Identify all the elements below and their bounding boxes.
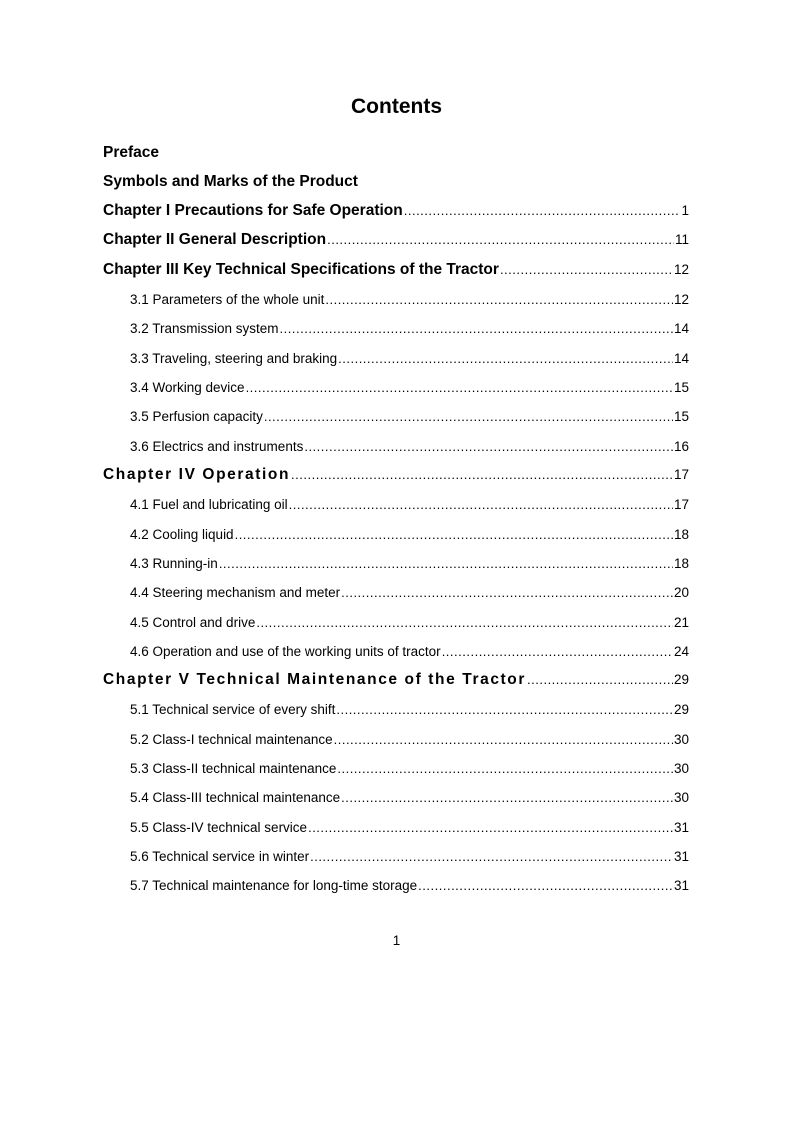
toc-entry-label: 3.2 Transmission system: [130, 321, 279, 336]
toc-entry-label: 5.4 Class-III technical maintenance: [130, 790, 341, 805]
toc-entry-label: 5.2 Class-I technical maintenance: [130, 732, 333, 747]
toc-entry-3-2[interactable]: [130, 320, 689, 338]
toc-entry-3-1[interactable]: [130, 291, 689, 309]
toc-entry-5-4[interactable]: [130, 789, 689, 807]
dot-leader: [338, 350, 673, 368]
dot-leader: [336, 701, 673, 719]
toc-entry-4-2[interactable]: [130, 526, 689, 544]
dot-leader: [325, 291, 673, 309]
toc-entry-label: 3.5 Perfusion capacity: [130, 409, 263, 424]
toc-entry-page: 29: [673, 672, 689, 687]
toc-entry-3-4[interactable]: [130, 379, 689, 397]
toc-entry-chapter-5[interactable]: [103, 670, 689, 690]
toc-entry-3-6[interactable]: [130, 438, 689, 456]
dot-leader: [327, 230, 674, 250]
toc-entry-label: 4.5 Control and drive: [130, 615, 256, 630]
dot-leader: [334, 731, 673, 749]
toc-entry-page: 16: [673, 439, 689, 454]
dot-leader: [219, 555, 673, 573]
toc-entry-chapter-3[interactable]: [103, 260, 689, 280]
toc-entry-label: Chapter III Key Technical Specifications of the Tractor: [103, 261, 499, 278]
toc-entry-page: 24: [673, 644, 689, 659]
dot-leader: [442, 643, 673, 661]
dot-leader: [304, 438, 673, 456]
toc-entry-label: 3.4 Working device: [130, 380, 245, 395]
toc-entry-5-1[interactable]: [130, 701, 689, 719]
page-title: Contents: [351, 95, 442, 118]
toc-entry-page: 12: [673, 262, 689, 277]
toc-entry-5-2[interactable]: [130, 731, 689, 749]
toc-entry-5-6[interactable]: [130, 848, 689, 866]
toc-entry-label: 5.6 Technical service in winter: [130, 849, 310, 864]
toc-entry-4-4[interactable]: [130, 584, 689, 602]
toc-entry-4-6[interactable]: [130, 643, 689, 661]
toc-entry-label: 5.7 Technical maintenance for long-time storage: [130, 878, 418, 893]
toc-entry-4-5[interactable]: [130, 614, 689, 632]
dot-leader: [418, 877, 673, 895]
toc-entry-3-5[interactable]: [130, 408, 689, 426]
dot-leader: [500, 260, 673, 280]
toc-entry-5-3[interactable]: [130, 760, 689, 778]
toc-entry-label: Chapter II General Description: [103, 231, 327, 248]
dot-leader: [235, 526, 673, 544]
dot-leader: [289, 496, 673, 514]
toc-entry-label: 4.4 Steering mechanism and meter: [130, 585, 341, 600]
toc-entry-page: 18: [673, 556, 689, 571]
dot-leader: [527, 670, 673, 690]
dot-leader: [310, 848, 673, 866]
toc-entry-page: 17: [673, 467, 689, 482]
toc-entry-page: 15: [673, 409, 689, 424]
toc-entry-4-1[interactable]: [130, 496, 689, 514]
toc-entry-page: 21: [673, 615, 689, 630]
toc-entry-label: Chapter I Precautions for Safe Operation: [103, 202, 403, 219]
toc-entry-page: 31: [673, 849, 689, 864]
toc-entry-label: 3.3 Traveling, steering and braking: [130, 351, 338, 366]
toc-entry-preface[interactable]: [103, 143, 689, 163]
toc-entry-label: 4.2 Cooling liquid: [130, 527, 234, 542]
toc-entry-page: 20: [673, 585, 689, 600]
toc-entry-page: 31: [673, 820, 689, 835]
toc-entry-label: 3.6 Electrics and instruments: [130, 439, 304, 454]
toc-entry-page: 30: [673, 761, 689, 776]
toc-entry-label: Chapter V Technical Maintenance of the Tractor: [103, 671, 527, 688]
dot-leader: [256, 614, 673, 632]
dot-leader: [404, 201, 681, 221]
page-number: 1: [392, 933, 401, 948]
toc-entry-symbols-and-marks[interactable]: [103, 172, 689, 192]
dot-leader: [246, 379, 673, 397]
toc-entry-5-7[interactable]: [130, 877, 689, 895]
toc-entry-3-3[interactable]: [130, 350, 689, 368]
toc-entry-page: 18: [673, 527, 689, 542]
toc-entry-page: 15: [673, 380, 689, 395]
dot-leader: [280, 320, 673, 338]
dot-leader: [341, 789, 673, 807]
toc-entry-chapter-2[interactable]: [103, 230, 689, 250]
toc-entry-page: 31: [673, 878, 689, 893]
toc-entry-page: 12: [673, 292, 689, 307]
toc-entry-chapter-4[interactable]: [103, 465, 689, 485]
dot-leader: [264, 408, 673, 426]
toc-entry-page: 29: [673, 702, 689, 717]
toc-entry-label: Symbols and Marks of the Product: [103, 173, 358, 190]
toc-entry-label: 5.5 Class-IV technical service: [130, 820, 308, 835]
toc-entry-label: 3.1 Parameters of the whole unit: [130, 292, 325, 307]
toc-entry-chapter-1[interactable]: [103, 201, 689, 221]
toc-entry-page: 30: [673, 732, 689, 747]
toc-entry-page: 14: [673, 321, 689, 336]
toc-entry-label: 5.3 Class-II technical maintenance: [130, 761, 337, 776]
dot-leader: [291, 465, 673, 485]
toc-entry-label: Preface: [103, 144, 160, 161]
toc-entry-page: 14: [673, 351, 689, 366]
toc-entry-label: 4.3 Running-in: [130, 556, 218, 571]
dot-leader: [308, 819, 673, 837]
toc-entry-page: 11: [674, 232, 689, 247]
toc-entry-label: 5.1 Technical service of every shift: [130, 702, 336, 717]
toc-entry-label: 4.6 Operation and use of the working units of tractor: [130, 644, 441, 659]
toc-entry-page: 30: [673, 790, 689, 805]
toc-entry-5-5[interactable]: [130, 819, 689, 837]
toc-entry-page: 1: [681, 203, 689, 218]
dot-leader: [337, 760, 673, 778]
toc-entry-label: 4.1 Fuel and lubricating oil: [130, 497, 288, 512]
dot-leader: [341, 584, 673, 602]
toc-entry-4-3[interactable]: [130, 555, 689, 573]
toc-entry-label: Chapter IV Operation: [103, 466, 291, 483]
toc-entry-page: 17: [673, 497, 689, 512]
